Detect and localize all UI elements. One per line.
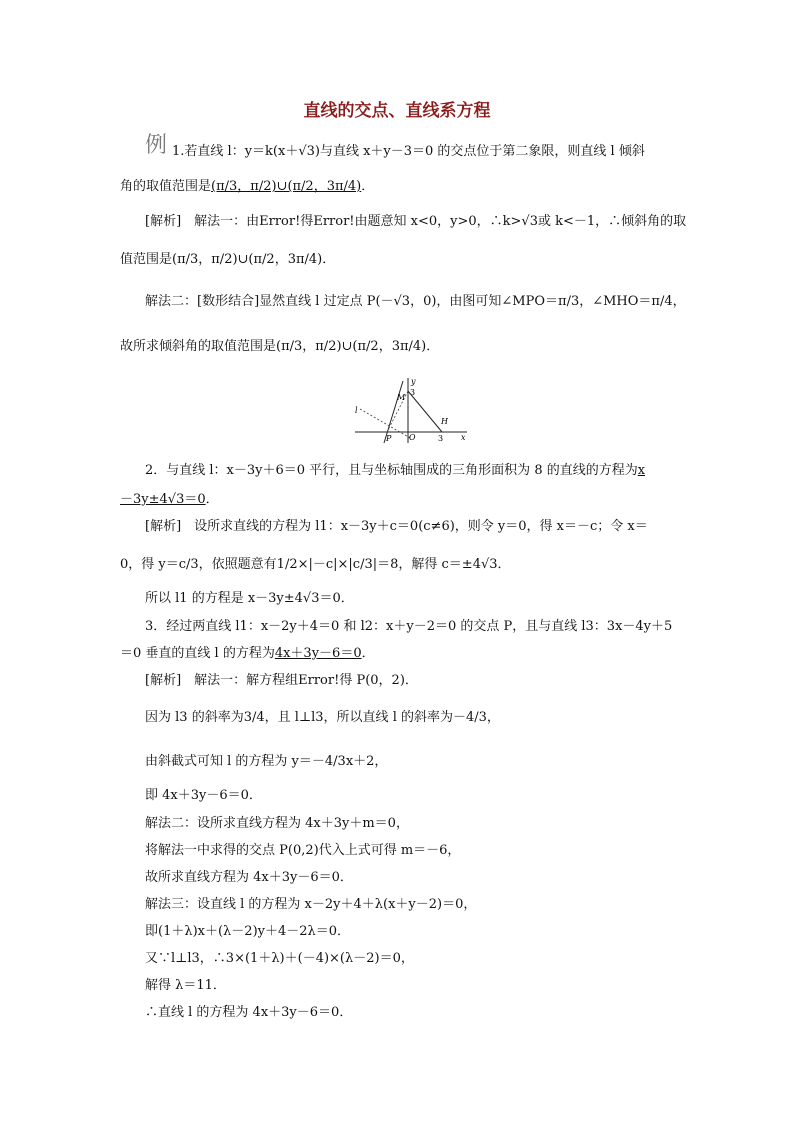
problem-2-line-1 [145,462,645,480]
x-intercept-label: 3 [438,434,444,443]
solution-2-line-1: [解析] 设所求直线的方程为 l1：x－3y＋c＝0(c≠6)，则令 y＝0，得 x＝－c；令 x＝ [145,519,648,534]
solution-3-line-4: 即 4x＋3y－6＝0． [145,788,262,803]
problem-1-line-1: 1.若直线 l：y＝k(x＋√3)与直线 x＋y－3＝0 的交点位于第二象限，则直线 l 倾斜 [172,144,645,159]
solution-1-line-2: 值范围是(π/3，π/2)∪(π/2，3π/4)． [120,252,336,267]
problem-2-line-2 [120,491,219,509]
example-mark: 例 [145,133,168,158]
problem-3-prompt: ＝0 垂直的直线 l 的方程为 [120,646,275,661]
line-l-label: l [355,406,358,415]
problem-2-answer-end: －3y±4√3＝0 [120,492,206,507]
solution-3-line-10: 又∵l⊥l3，∴3×(1＋λ)＋(－4)×(λ－2)＝0， [145,951,414,966]
problem-1-line-2 [120,178,374,196]
origin-label: O [409,433,416,442]
problem-3-answer: 4x＋3y－6＝0 [274,646,362,661]
solution-3-line-5: 解法二：设所求直线方程为 4x＋3y＋m＝0， [145,816,409,831]
solution-3-line-7: 故所求直线方程为 4x＋3y－6＝0． [145,870,353,885]
solution-2-line-2: 0，得 y＝c/3，依照题意有1/2×|－c|×|c/3|＝8，解得 c＝±4√3． [120,557,511,572]
problem-1-answer: (π/3，π/2)∪(π/2，3π/4) [211,179,362,194]
solution-3-line-6: 将解法一中求得的交点 P(0,2)代入上式可得 m＝－6， [145,843,461,858]
problem-3-line-2 [120,645,375,663]
solution-1-line-1: [解析] 解法一：由Error!得Error!由题意知 x<0，y>0，∴k>√3或 k<－1，∴倾斜角的取 [145,214,687,229]
solution-3-line-1: [解析] 解法一：解方程组Error!得 P(0，2)． [145,673,418,688]
solution-3-line-3: 由斜截式可知 l 的方程为 y＝－4/3x＋2， [145,754,388,769]
solution-1-line-4: 故所求倾斜角的取值范围是(π/3，π/2)∪(π/2，3π/4)． [120,339,440,354]
page-title: 直线的交点、直线系方程 [303,101,491,121]
coordinate-figure [350,375,470,445]
point-p-label: P [386,434,392,443]
problem-3-line-1: 3．经过两直线 l1：x－2y＋4＝0 和 l2：x＋y－2＝0 的交点 P，且与直线 l3：3x－4y＋5 [145,619,673,634]
y-label: y [411,377,416,386]
solution-3-line-2: 因为 l3 的斜率为3/4，且 l⊥l3，所以直线 l 的斜率为－4/3， [145,710,500,725]
point-m-label: M [397,393,406,402]
solution-3-line-8: 解法三：设直线 l 的方程为 x－2y＋4＋λ(x＋y－2)＝0， [145,897,477,912]
x-label: x [461,433,466,442]
line-mh [408,391,442,432]
problem-2-end: ． [205,492,219,507]
problem-2-answer-start: x [637,463,646,478]
solution-3-line-9: 即(1＋λ)x＋(λ－2)y＋4－2λ＝0． [145,924,351,939]
y-intercept-label: 3 [410,388,416,397]
solution-1-line-3: 解法二：[数形结合]显然直线 l 过定点 P(－√3，0)，由图可知∠MPO＝π/3，∠MHO＝π/4， [145,294,686,309]
problem-2-prompt: 2．与直线 l：x－3y＋6＝0 平行，且与坐标轴围成的三角形面积为 8 的直线的方程为 [145,463,638,478]
problem-1-end: ． [361,179,375,194]
problem-1-prompt: 角的取值范围是 [120,179,212,194]
solution-2-line-3: 所以 l1 的方程是 x－3y±4√3＝0． [145,591,354,606]
problem-3-end: ． [361,646,375,661]
point-h-label: H [441,417,448,426]
solution-3-line-11: 解得 λ＝11． [145,978,226,993]
solution-3-line-12: ∴直线 l 的方程为 4x＋3y－6＝0． [145,1005,353,1020]
